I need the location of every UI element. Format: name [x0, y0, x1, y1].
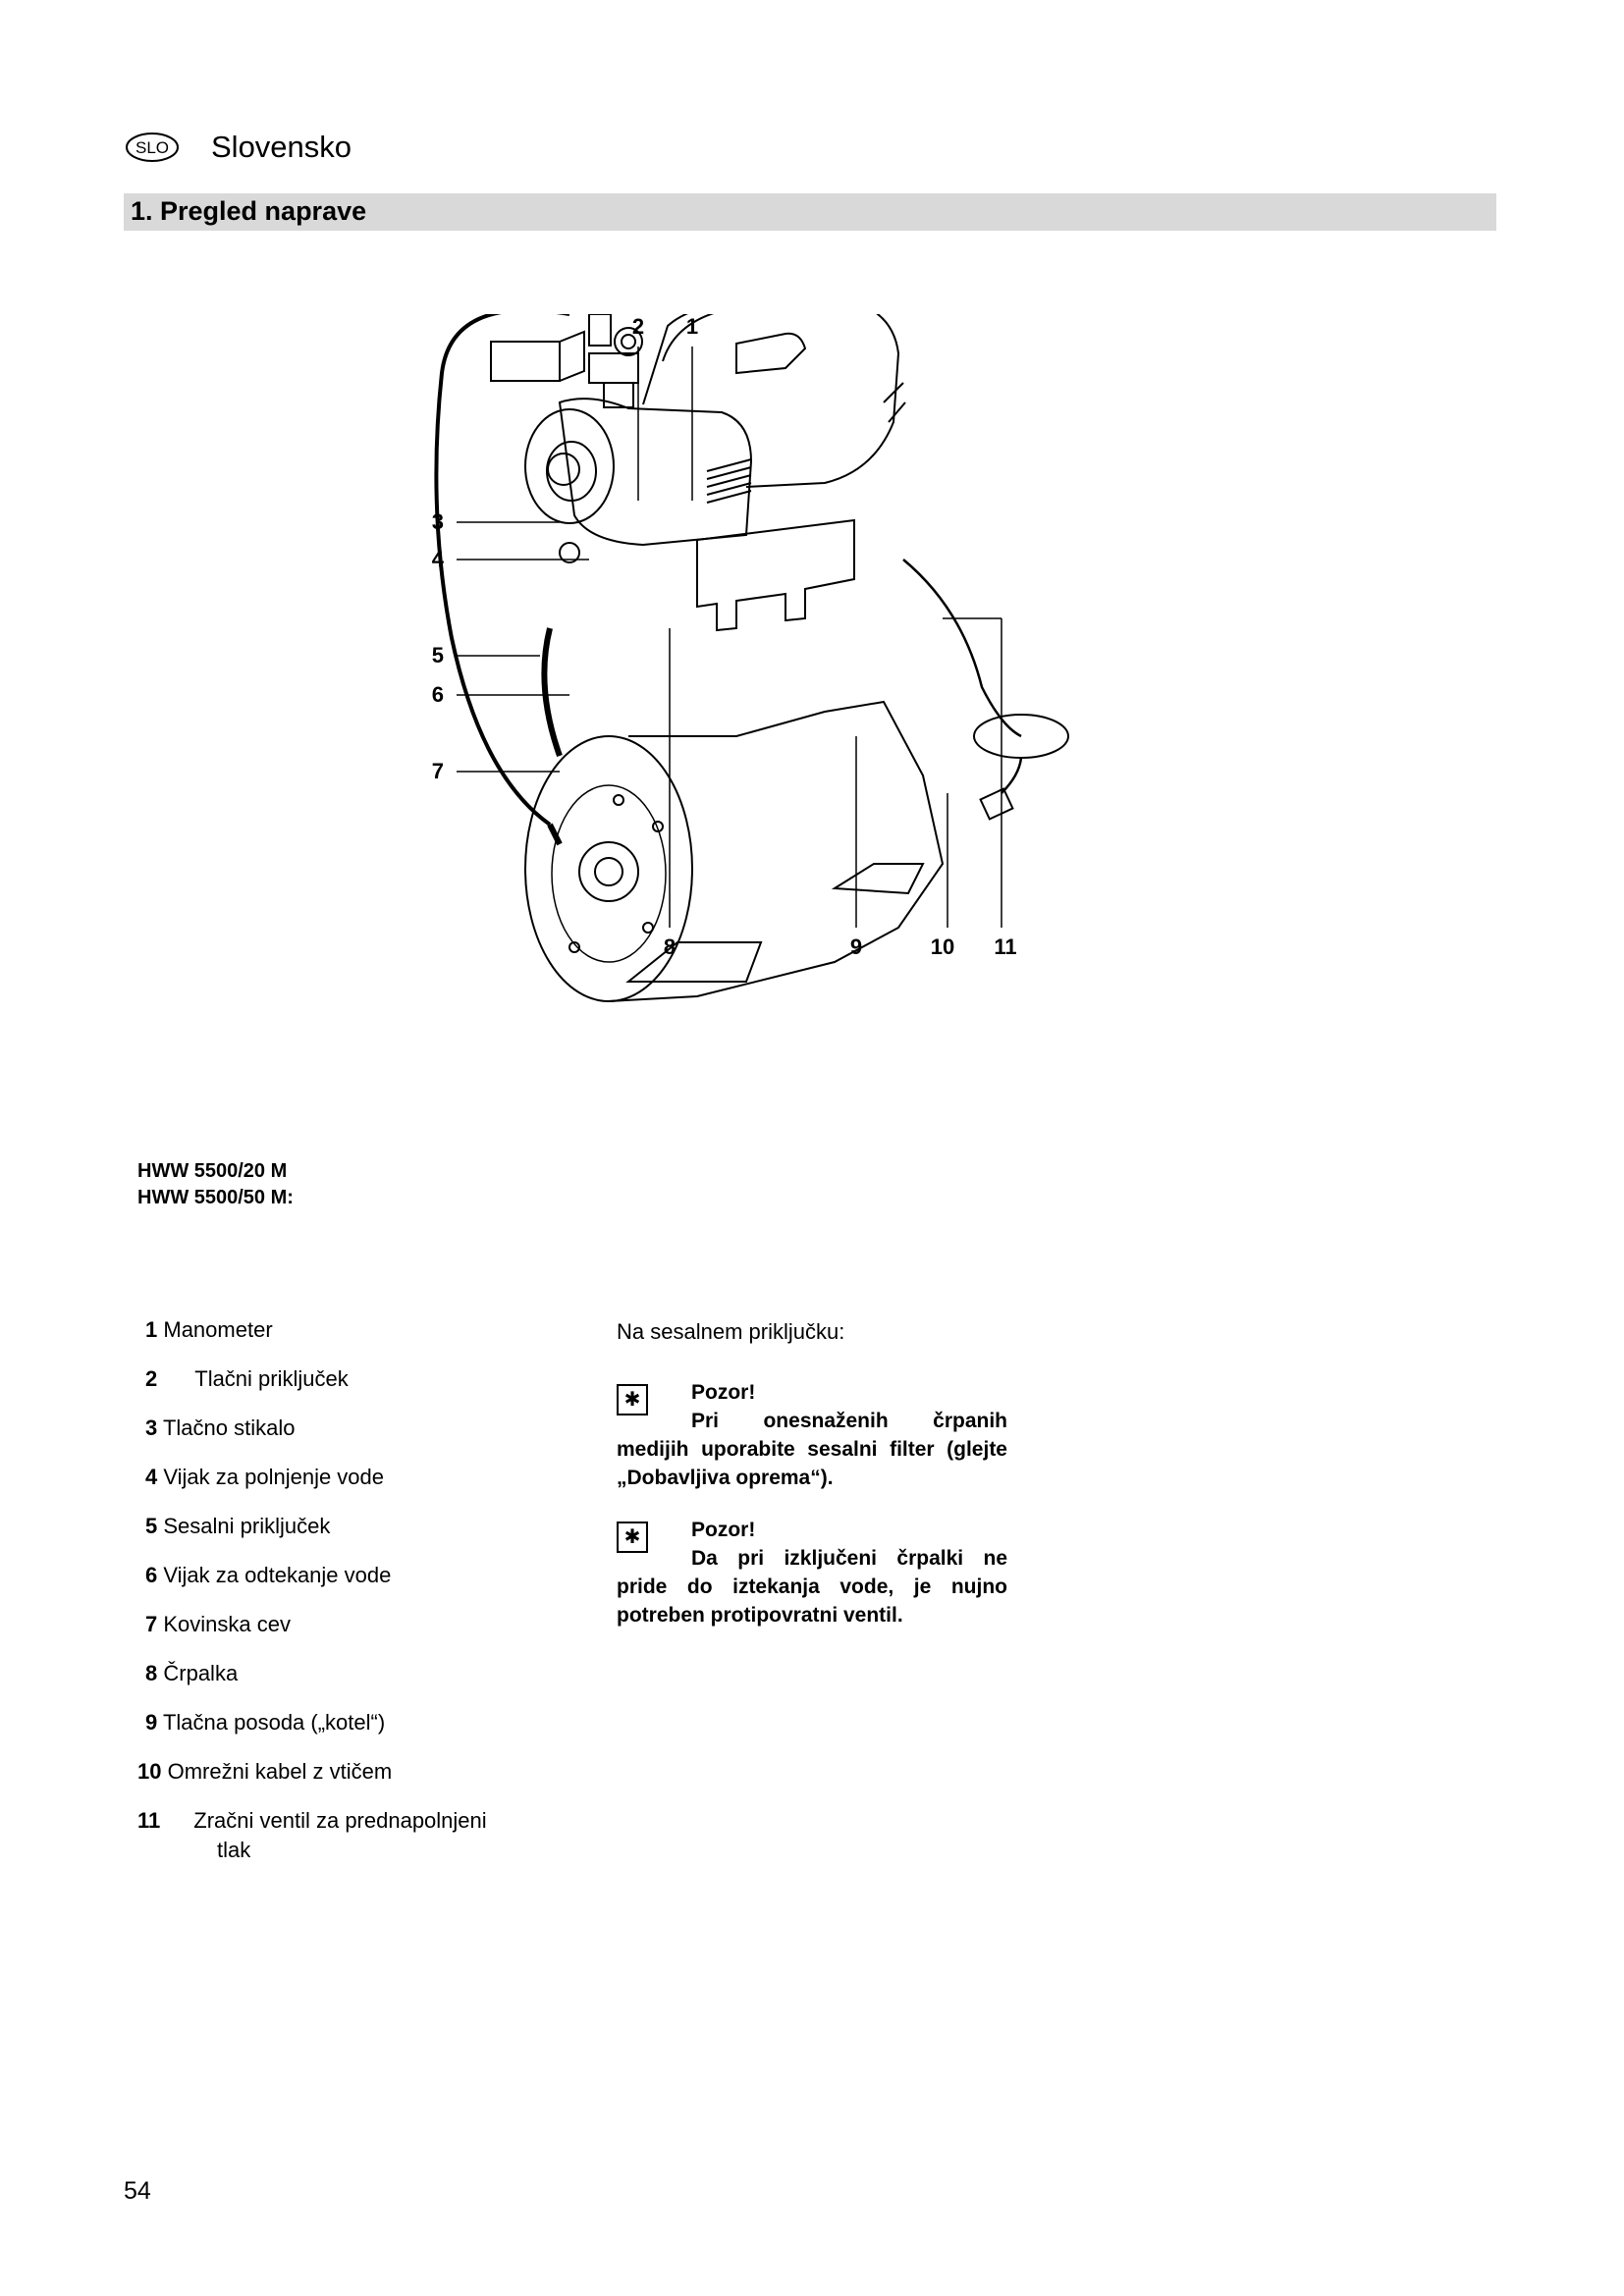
parts-list-item [145, 1610, 291, 1638]
parts-list-item [137, 1806, 487, 1835]
parts-list-item [145, 1659, 238, 1687]
part-label: Zračni ventil za prednapolnjeni [193, 1808, 487, 1833]
parts-list-item [145, 1364, 349, 1393]
part-label: Vijak za polnjenje vode [163, 1465, 385, 1489]
callout-1: 1 [685, 314, 699, 339]
parts-list-item [145, 1561, 391, 1589]
warning-text-rest: pride do iztekanja vode, je nujno potreben protipovratni ventil. [617, 1575, 1007, 1627]
warning-text-first-line: Pri onesnaženih črpanih [691, 1410, 1007, 1432]
model-list [137, 1158, 294, 1211]
page-number: 54 [124, 2177, 151, 2205]
part-number: 9 [145, 1710, 158, 1735]
part-label: Kovinska cev [163, 1612, 291, 1636]
model-name: HWW 5500/50 M: [137, 1187, 294, 1208]
callout-10: 10 [930, 934, 955, 959]
pump-drawing [436, 314, 1068, 1001]
part-number: 8 [145, 1661, 158, 1685]
callout-6: 6 [431, 682, 444, 707]
part-label-continuation: tlak [217, 1838, 251, 1862]
part-label: Manometer [163, 1317, 273, 1342]
part-number: 5 [145, 1514, 158, 1538]
callout-2: 2 [631, 314, 645, 339]
part-number: 2 [145, 1366, 158, 1391]
language-badge-text: SLO [135, 138, 170, 157]
warning-block [617, 1516, 1007, 1629]
part-number: 6 [145, 1563, 158, 1587]
part-number: 3 [145, 1415, 158, 1440]
callout-leaders [457, 347, 1001, 928]
part-label: Tlačno stikalo [162, 1415, 296, 1440]
warning-title: Pozor! [691, 1519, 756, 1541]
warning-text [617, 1544, 1007, 1629]
warning-icon: ✱ [617, 1522, 648, 1553]
pump-diagram [412, 314, 1119, 1041]
part-number: 11 [137, 1808, 161, 1833]
model-name: HWW 5500/20 M [137, 1160, 288, 1182]
callout-9: 9 [849, 934, 863, 959]
part-label: Tlačni priključek [194, 1366, 349, 1391]
section-title: 1. Pregled naprave [131, 196, 367, 226]
warning-icon: ✱ [617, 1384, 648, 1415]
part-label: Vijak za odtekanje vode [163, 1563, 392, 1587]
callout-8: 8 [663, 934, 677, 959]
parts-list-item [145, 1708, 385, 1736]
language-indicator [125, 130, 352, 165]
warning-text-rest: medijih uporabite sesalni filter (glejte „Dobavljiva oprema“). [617, 1438, 1007, 1489]
callout-4: 4 [431, 547, 444, 571]
callout-11: 11 [994, 934, 1017, 959]
parts-list-item [145, 1463, 384, 1491]
parts-list-item [145, 1512, 330, 1540]
parts-list-item [137, 1757, 392, 1786]
language-badge-icon [125, 132, 180, 163]
part-number: 4 [145, 1465, 158, 1489]
warning-text-first-line: Da pri izklјučeni črpalki ne [691, 1547, 1007, 1570]
warning-title: Pozor! [691, 1381, 756, 1404]
callout-5: 5 [431, 643, 444, 667]
callout-3: 3 [431, 509, 444, 534]
part-label: Črpalka [163, 1661, 239, 1685]
suction-side-notes [617, 1319, 1007, 1629]
language-label: Slovensko [211, 130, 352, 164]
suction-intro: Na sesalnem priključku: [617, 1319, 845, 1344]
part-label: Sesalni priključek [163, 1514, 331, 1538]
part-number: 10 [137, 1759, 162, 1784]
part-label: Omrežni kabel z vtičem [167, 1759, 393, 1784]
part-label: Tlačna posoda („kotel“) [162, 1710, 386, 1735]
parts-list-item [145, 1315, 273, 1344]
part-number: 7 [145, 1612, 158, 1636]
warning-text [617, 1407, 1007, 1492]
callout-7: 7 [431, 759, 444, 783]
warning-block [617, 1378, 1007, 1492]
parts-list-item [145, 1414, 295, 1442]
part-number: 1 [145, 1317, 158, 1342]
